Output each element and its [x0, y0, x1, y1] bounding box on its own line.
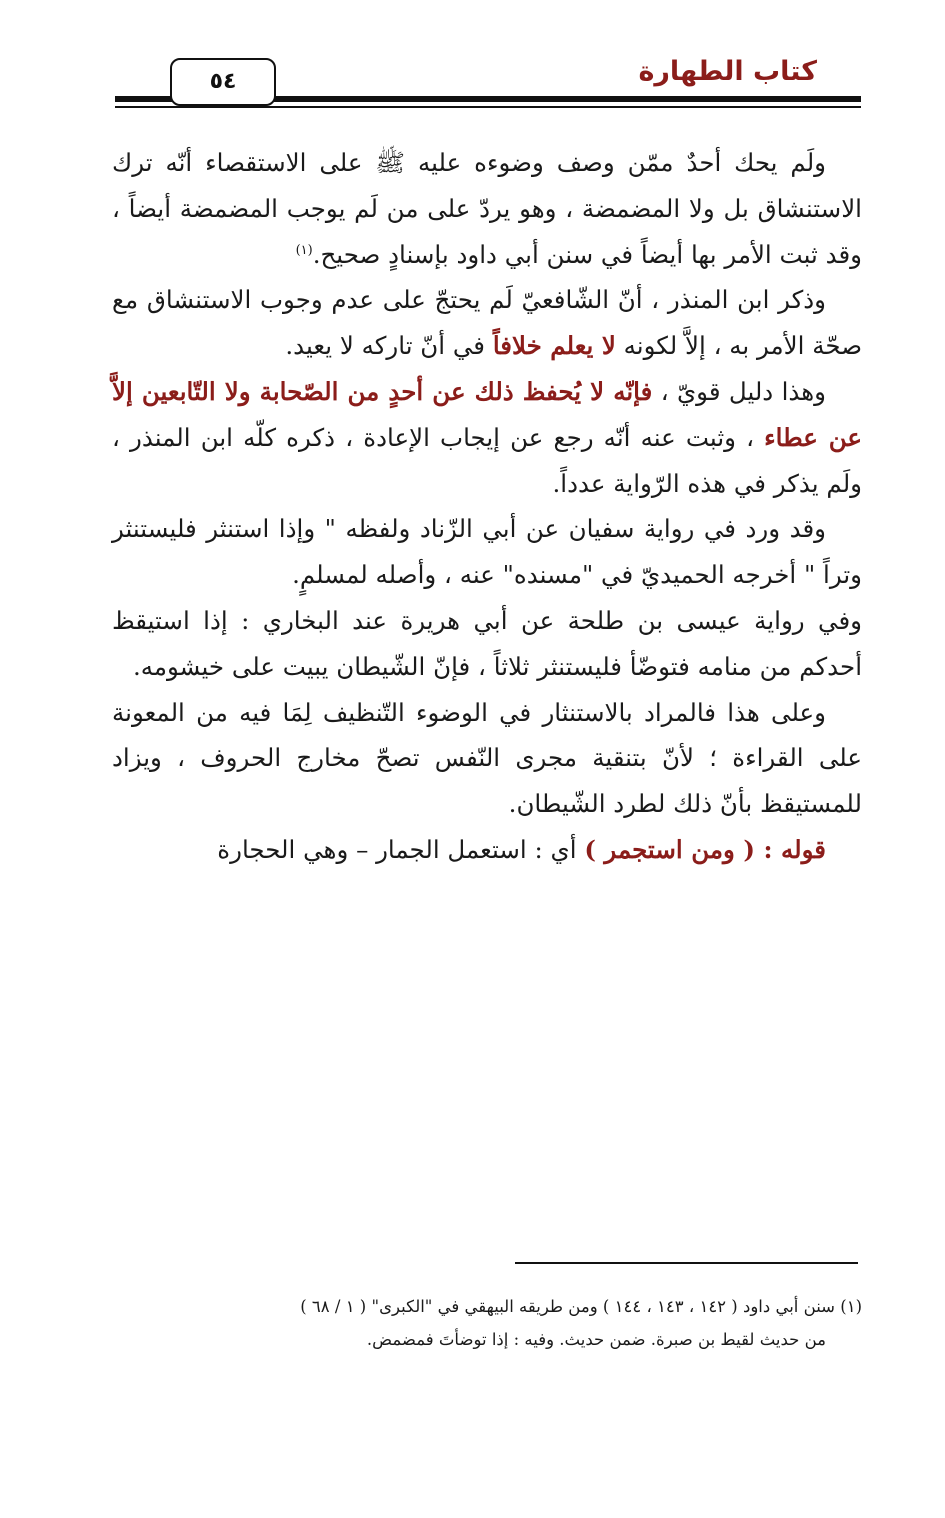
paragraph-7 — [112, 827, 862, 873]
paragraph-6: وعلى هذا فالمراد بالاستنثار في الوضوء التّنظيف لِمَا فيه من المعونة على القراءة ؛ لأنّ بتنقية مجرى النّفس تصحّ مخارج الحروف ، ويزاد للمستيقظ بأنّ ذلك لطرد الشّيطان. — [112, 697, 862, 819]
paragraph-2 — [112, 277, 862, 369]
paragraph-1 — [112, 140, 862, 277]
paragraph-3-text-end: ، وثبت عنه أنّه رجع عن إيجاب الإعادة ، ذكره كلّه ابن المنذر ، ولَم يذكر في هذه الرّواية عدداً. — [112, 422, 862, 498]
paragraph-4: وقد ورد في رواية سفيان عن أبي الزّناد ولفظه " وإذا استنثر فليستنثر وتراً " أخرجه الحميديّ في "مسنده" عنه ، وأصله لمسلمٍ. — [112, 514, 862, 590]
paragraph-1-text: ولَم يحك أحدٌ ممّن وصف وضوءه عليه ﷺ على الاستقصاء أنّه ترك الاستنشاق بل ولا المضمضة ، وهو يردّ على من لَم يوجب المضمضة أيضاً ، وقد ثبت الأمر بها أيضاً في سنن أبي داود بإسنادٍ صحيح. — [112, 148, 862, 269]
main-text — [112, 140, 862, 873]
book-title: كتاب الطهارة — [638, 56, 817, 87]
page-number: ٥٤ — [170, 58, 276, 106]
paragraph-3 — [112, 369, 862, 506]
paragraph-7-text: أي : استعمل الجمار – وهي الحجارة — [217, 834, 585, 864]
paragraph-3-text: وهذا دليل قويّ ، — [652, 376, 826, 406]
footnotes — [112, 1290, 862, 1356]
paragraph-2-text: وذكر ابن المنذر ، أنّ الشّافعيّ لَم يحتجّ على عدم وجوب الاستنشاق مع صحّة الأمر به ، إلاَّ لكونه — [112, 285, 862, 361]
footnote-ref[interactable]: (١) — [295, 242, 313, 258]
footnote-line-1: (١) سنن أبي داود ( ١٤٢ ، ١٤٣ ، ١٤٤ ) ومن طريقه البيهقي في "الكبرى" ( ١ / ٦٨ ) — [300, 1297, 862, 1316]
footnote-separator — [515, 1262, 858, 1264]
paragraph-2-text-end: في أنّ تاركه لا يعيد. — [285, 331, 493, 361]
header-rule-thin — [115, 106, 861, 108]
paragraph-3-highlight: فإنّه لا يُحفظ ذلك عن أحدٍ من الصّحابة ولا التّابعين إلاَّ عن عطاء — [112, 376, 863, 452]
paragraph-7-highlight: قوله : ( ومن استجمر ) — [584, 834, 826, 864]
paragraph-2-highlight: لا يعلم خلافاً — [492, 331, 616, 361]
page-header — [115, 50, 861, 110]
footnote-line-2: من حديث لقيط بن صبرة. ضمن حديث. وفيه : إذا توضأتَ فمضمض. — [366, 1330, 826, 1349]
paragraph-5: وفي رواية عيسى بن طلحة عن أبي هريرة عند البخاري : إذا استيقظ أحدكم من منامه فتوضّأ فليستنثر ثلاثاً ، فإنّ الشّيطان يبيت على خيشومه. — [112, 605, 862, 681]
